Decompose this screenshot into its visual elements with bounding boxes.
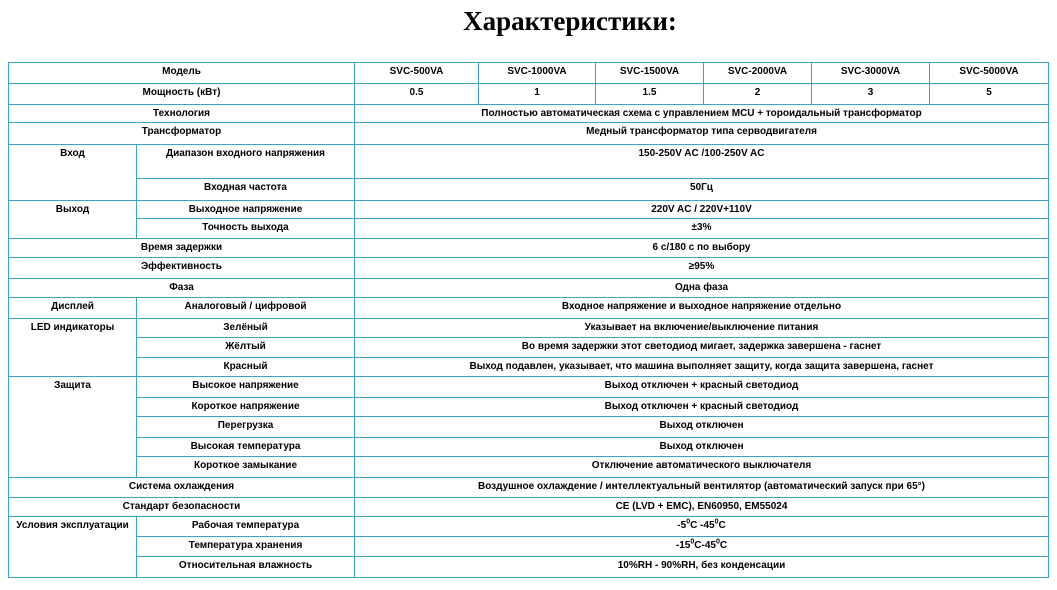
model-label: Модель [9,63,355,84]
transformer-value: Медный трансформатор типа серводвигателя [355,123,1049,145]
table-row [9,201,1049,219]
protection-overload-label: Перегрузка [137,417,355,438]
table-row [9,84,1049,105]
transformer-label: Трансформатор [9,123,355,145]
table-row [9,179,1049,201]
page-title: Характеристики: [463,6,677,36]
led-red-value: Выход подавлен, указывает, что машина выполняет защиту, когда защита завершена, гаснет [355,358,1049,377]
conditions-humidity-label: Относительная влажность [137,557,355,578]
table-row [9,498,1049,517]
conditions-storage-label: Температура хранения [137,537,355,557]
delay-value: 6 с/180 с по выбору [355,239,1049,258]
table-row [9,438,1049,457]
cooling-value: Воздушное охлаждение / интеллектуальный вентилятор (автоматический запуск при 65°) [355,478,1049,498]
efficiency-value: ≥95% [355,258,1049,279]
model-cell: SVC-2000VA [704,63,812,84]
table-row [9,145,1049,179]
protection-low-value: Выход отключен + красный светодиод [355,398,1049,417]
table-row [9,105,1049,123]
conditions-work-label: Рабочая температура [137,517,355,537]
conditions-storage-value: $-15^0С-45^0С$ [355,537,1049,557]
table-row [9,319,1049,338]
protection-short-label: Короткое замыкание [137,457,355,478]
protection-high-label: Высокое напряжение [137,377,355,398]
conditions-work-value: $-5^0С$ $-45^0С$ [355,517,1049,537]
input-range-value: 150-250V AC /100-250V AC [355,145,1049,179]
table-row [9,398,1049,417]
model-cell: SVC-3000VA [812,63,930,84]
output-voltage-value: 220V AC / 220V+110V [355,201,1049,219]
table-row [9,377,1049,398]
safety-value: CE (LVD + EMC), EN60950, EM55024 [355,498,1049,517]
table-row [9,123,1049,145]
output-accuracy-label: Точность выхода [137,219,355,239]
safety-label: Стандарт безопасности [9,498,355,517]
led-green-value: Указывает на включение/выключение питания [355,319,1049,338]
output-group-label: Выход [9,201,137,239]
model-cell: SVC-1000VA [479,63,596,84]
table-row [9,279,1049,298]
power-cell: 2 [704,84,812,105]
protection-overload-value: Выход отключен [355,417,1049,438]
power-cell: 1.5 [596,84,704,105]
output-voltage-label: Выходное напряжение [137,201,355,219]
display-type-label: Аналоговый / цифровой [137,298,355,319]
table-row [9,537,1049,557]
input-freq-label: Входная частота [137,179,355,201]
table-row [9,478,1049,498]
spec-table [8,62,1049,578]
cooling-label: Система охлаждения [9,478,355,498]
table-row [9,63,1049,84]
power-cell: 5 [930,84,1049,105]
led-green-label: Зелёный [137,319,355,338]
conditions-humidity-value: 10%RH - 90%RH, без конденсации [355,557,1049,578]
protection-hightemp-value: Выход отключен [355,438,1049,457]
led-yellow-label: Жёлтый [137,338,355,358]
table-row [9,517,1049,537]
output-accuracy-value: ±3% [355,219,1049,239]
power-label: Мощность (кВт) [9,84,355,105]
table-row [9,239,1049,258]
table-row [9,298,1049,319]
phase-value: Одна фаза [355,279,1049,298]
technology-label: Технология [9,105,355,123]
protection-short-value: Отключение автоматического выключателя [355,457,1049,478]
conditions-group-label: Условия эксплуатации [9,517,137,578]
table-row [9,457,1049,478]
table-row [9,338,1049,358]
input-freq-value: 50Гц [355,179,1049,201]
input-group-label: Вход [9,145,137,201]
power-cell: 0.5 [355,84,479,105]
model-cell: SVC-500VA [355,63,479,84]
input-range-label: Диапазон входного напряжения [137,145,355,179]
display-value: Входное напряжение и выходное напряжение отдельно [355,298,1049,319]
protection-low-label: Короткое напряжение [137,398,355,417]
technology-value: Полностью автоматическая схема с управлением MCU + тороидальный трансформатор [355,105,1049,123]
model-cell: SVC-1500VA [596,63,704,84]
table-row [9,219,1049,239]
power-cell: 1 [479,84,596,105]
protection-hightemp-label: Высокая температура [137,438,355,457]
table-row [9,258,1049,279]
protection-group-label: Защита [9,377,137,478]
phase-label: Фаза [9,279,355,298]
protection-high-value: Выход отключен + красный светодиод [355,377,1049,398]
led-yellow-value: Во время задержки этот светодиод мигает, задержка завершена - гаснет [355,338,1049,358]
led-group-label: LED индикаторы [9,319,137,377]
led-red-label: Красный [137,358,355,377]
efficiency-label: Эффективность [9,258,355,279]
delay-label: Время задержки [9,239,355,258]
table-row [9,358,1049,377]
power-cell: 3 [812,84,930,105]
table-row [9,417,1049,438]
model-cell: SVC-5000VA [930,63,1049,84]
table-row [9,557,1049,578]
display-group-label: Дисплей [9,298,137,319]
